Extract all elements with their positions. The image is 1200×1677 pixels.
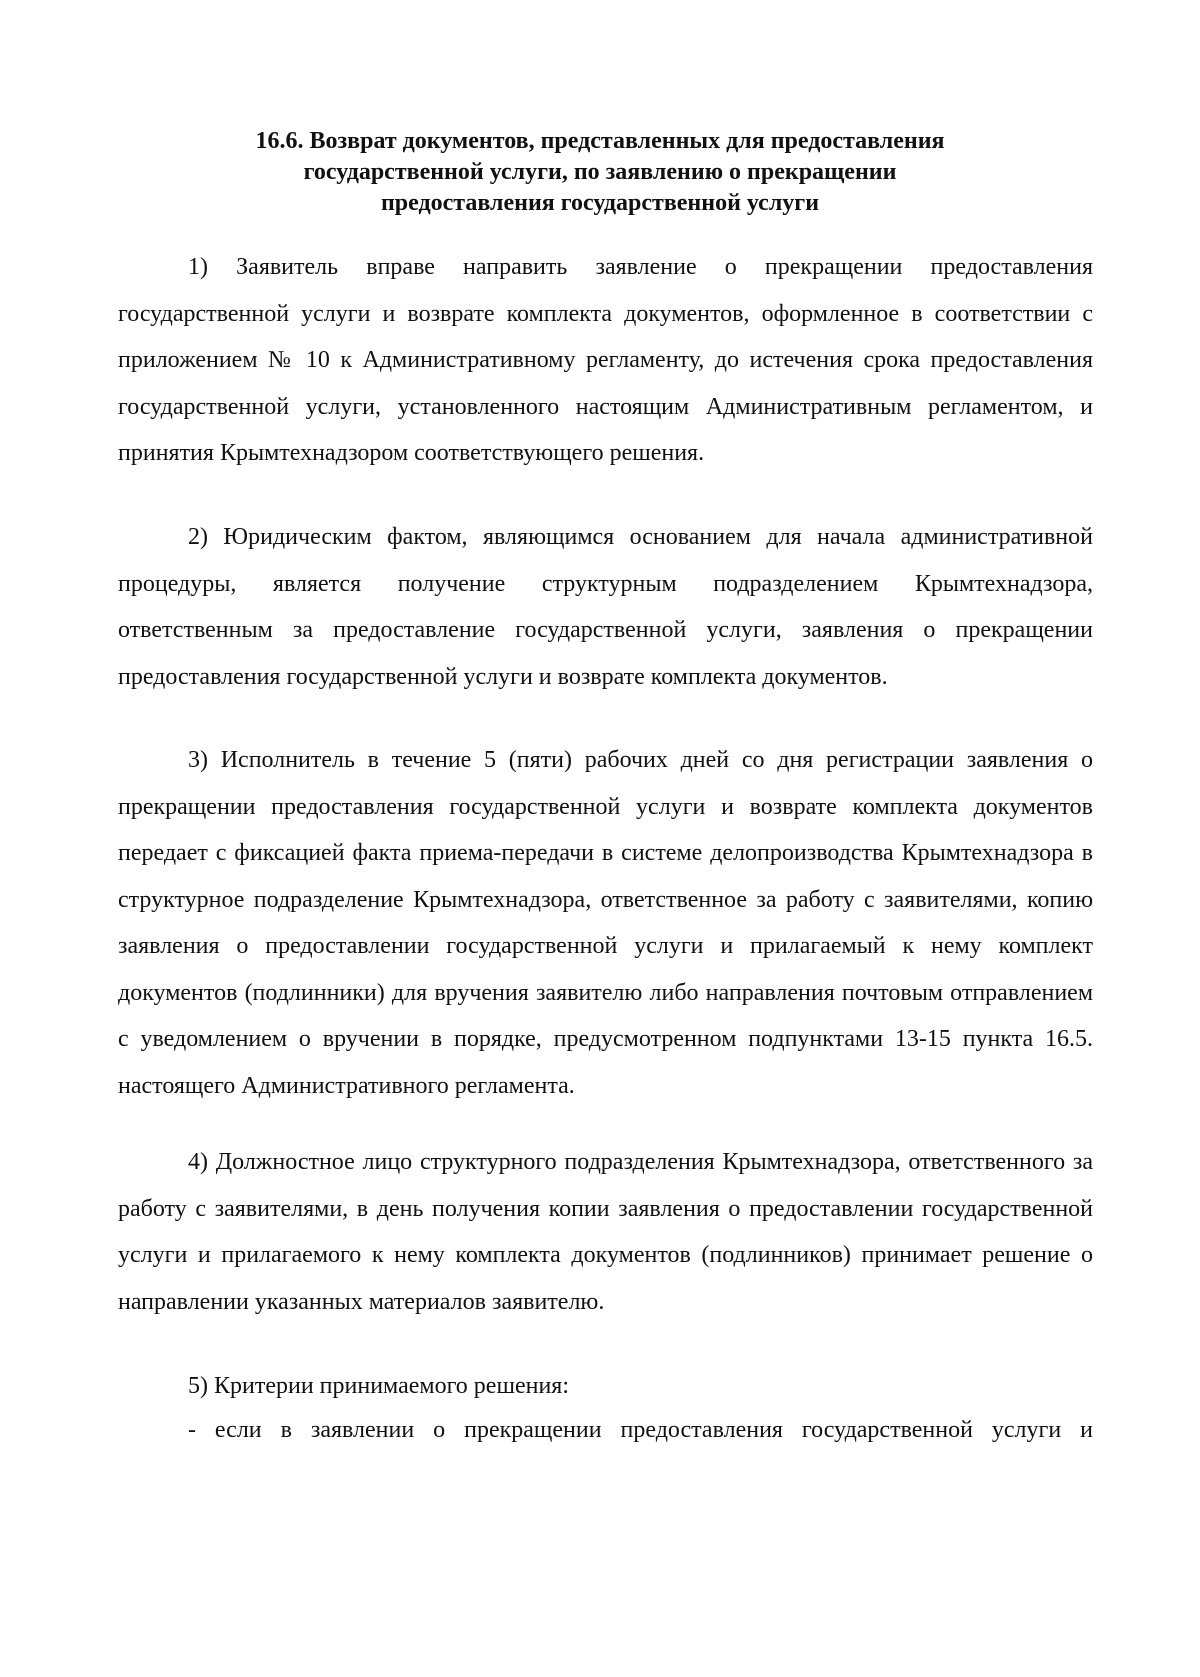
paragraph-block xyxy=(118,514,1093,700)
paragraph-block xyxy=(118,244,1093,477)
paragraph-1: 1) Заявитель вправе направить заявление о прекращении предоставления государственной услуги и возврате комплекта документов, оформленное в соответствии с приложением № 10 к Административному регламенту, до истечения срока предоставления государственной услуги, установленного настоящим Административным регламентом, и принятия Крымтехнадзором соответствующего решения. xyxy=(118,254,1093,466)
heading-line: предоставления государственной услуги xyxy=(380,190,820,216)
paragraph-6: - если в заявлении о прекращении предоставления государственной услуги и xyxy=(188,1417,1093,1443)
paragraph-block xyxy=(118,1139,1093,1325)
paragraph-5: 5) Критерии принимаемого решения: xyxy=(188,1373,569,1399)
paragraph-block xyxy=(118,1363,1093,1410)
paragraph-block xyxy=(118,1407,1093,1454)
paragraph-block xyxy=(118,737,1093,1109)
paragraph-3: 3) Исполнитель в течение 5 (пяти) рабочих дней со дня регистрации заявления о прекращении предоставления государственной услуги и возврате комплекта документов передает с фиксацией факта приема-передачи в системе делопроизводства Крымтехнадзора в структурное подразделение Крымтехнадзора, ответственное за работу с заявителями, копию заявления о предоставлении государственной услуги и прилагаемый к нему комплект документов (подлинники) для вручения заявителю либо направления почтовым отправлением с уведомлением о вручении в порядке, предусмотренном подпунктами 13-15 пункта 16.5. настоящего Административного регламента. xyxy=(118,747,1093,1099)
section-heading xyxy=(140,126,1060,219)
paragraph-2: 2) Юридическим фактом, являющимся основанием для начала административной процедуры, является получение структурным подразделением Крымтехнадзора, ответственным за предоставление государственной услуги, заявления о прекращении предоставления государственной услуги и возврате комплекта документов. xyxy=(118,524,1093,690)
heading-line: 16.6. Возврат документов, представленных для предоставления xyxy=(255,128,945,154)
paragraph-4: 4) Должностное лицо структурного подразделения Крымтехнадзора, ответственного за работу с заявителями, в день получения копии заявления о предоставлении государственной услуги и прилагаемого к нему комплекта документов (подлинников) принимает решение о направлении указанных материалов заявителю. xyxy=(118,1149,1093,1315)
heading-line: государственной услуги, по заявлению о прекращении xyxy=(303,159,897,185)
